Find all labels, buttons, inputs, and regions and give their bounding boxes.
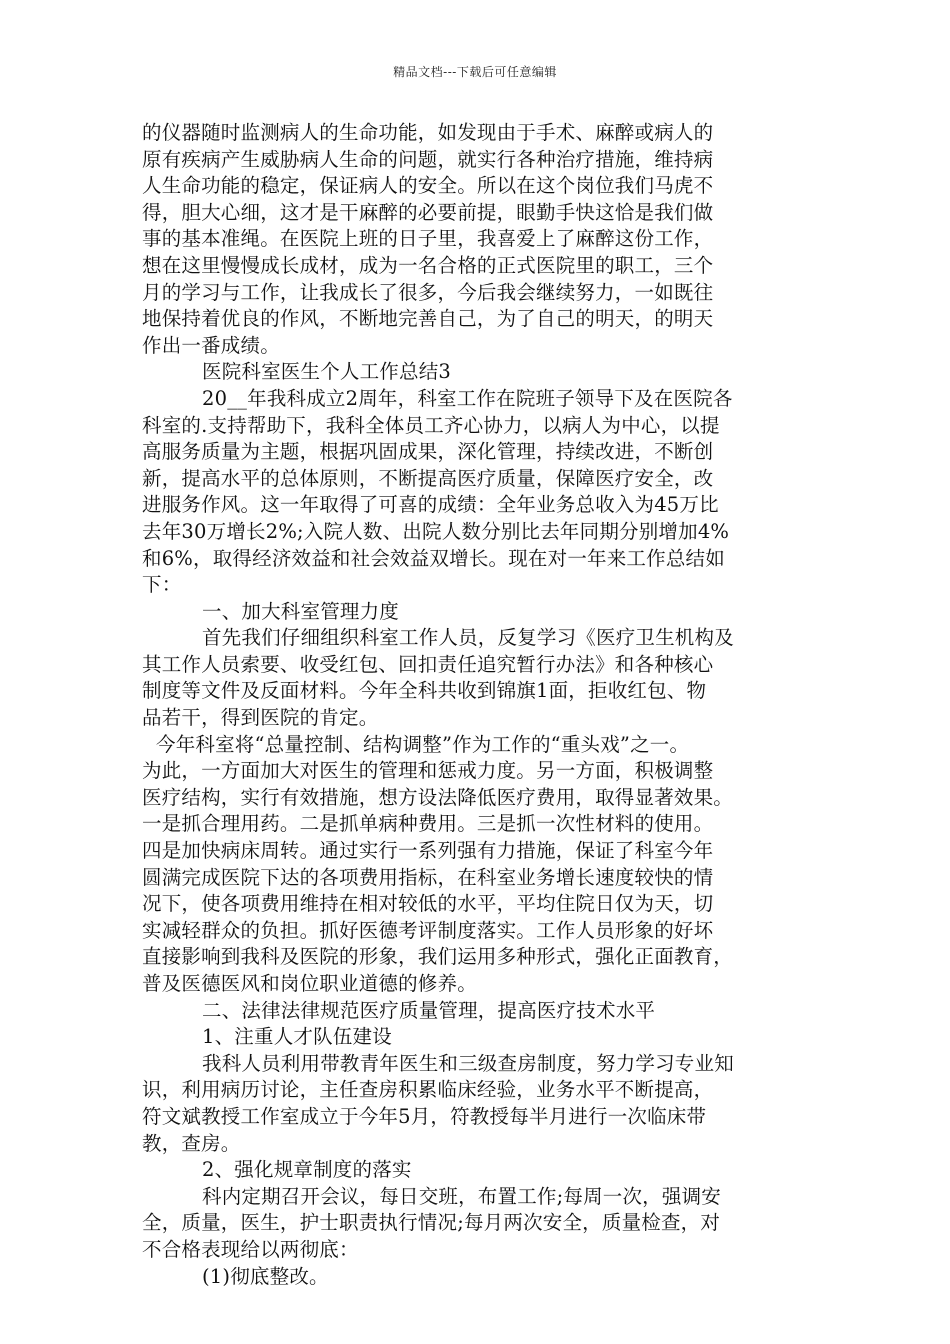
text-line: 科内定期召开会议，每日交班，布置工作;每周一次，强调安: [202, 1184, 721, 1208]
text-line: 首先我们仔细组织科室工作人员，反复学习《医疗卫生机构及: [202, 626, 734, 650]
text-line: 科室的.支持帮助下，我科全体员工齐心协力，以病人为中心，以提: [142, 413, 720, 437]
text-line: 一是抓合理用药。二是抓单病种费用。三是抓一次性材料的使用。: [142, 812, 714, 836]
document-body: [142, 120, 828, 1290]
text-line: 的仪器随时监测病人的生命功能，如发现由于手术、麻醉或病人的: [142, 121, 714, 144]
text-line: 作出一番成绩。: [142, 333, 280, 357]
text-line: 人生命功能的稳定，保证病人的安全。所以在这个岗位我们马虎不: [142, 174, 714, 198]
text-line: 去年30万增长2%;入院人数、出院人数分别比去年同期分别增加4%: [142, 519, 730, 543]
text-line: 高服务质量为主题，根据巩固成果，深化管理，持续改进，不断创: [142, 440, 714, 464]
text-line: 地保持着优良的作风，不断地完善自己，为了自己的明天，的明天: [142, 307, 714, 331]
text-line: 下：: [142, 573, 182, 597]
text-line: 医院科室医生个人工作总结3: [202, 360, 452, 384]
text-line: 普及医德医风和岗位职业道德的修养。: [142, 972, 477, 995]
text-line: 和6%，取得经济效益和社会效益双增长。现在对一年来工作总结如: [142, 546, 725, 570]
text-line: 其工作人员索要、收受红包、回扣责任追究暂行办法》和各种核心: [142, 652, 714, 676]
text-line: 二、法律法律规范医疗质量管理，提高医疗技术水平: [202, 998, 656, 1022]
text-line: 1、注重人才队伍建设: [202, 1025, 392, 1049]
page-header: 精品文档---下载后可任意编辑: [393, 65, 557, 79]
text-line: 况下，使各项费用维持在相对较低的水平，平均住院日仅为天，切: [142, 892, 714, 916]
text-line: 实减轻群众的负担。抓好医德考评制度落实。工作人员形象的好坏: [142, 918, 714, 942]
text-line: 得，胆大心细，这才是干麻醉的必要前提，眼勤手快这恰是我们做: [142, 200, 714, 224]
text-line: 今年科室将“总量控制、结构调整”作为工作的“重头戏”之一。: [156, 732, 690, 756]
text-line: 制度等文件及反面材料。今年全科共收到锦旗1面，拒收红包、物: [142, 679, 707, 703]
text-line: 品若干，得到医院的肯定。: [142, 706, 379, 730]
text-line: 新，提高水平的总体原则，不断提高医疗质量，保障医疗安全，改: [142, 466, 714, 490]
text-line: 全，质量，医生，护士职责执行情况;每月两次安全，质量检查，对: [142, 1211, 721, 1235]
text-line: 符文斌教授工作室成立于今年5月，符教授每半月进行一次临床带: [142, 1104, 707, 1128]
text-line: 想在这里慢慢成长成材，成为一名合格的正式医院里的职工，三个: [142, 253, 714, 277]
text-line: 教，查房。: [142, 1131, 241, 1155]
text-line: 识，利用病历讨论，主任查房积累临床经验，业务水平不断提高，: [142, 1078, 714, 1102]
text-line: 2、强化规章制度的落实: [202, 1158, 412, 1182]
text-line: (1)彻底整改。: [202, 1264, 329, 1288]
text-line: 医疗结构，实行有效措施，想方设法降低医疗费用，取得显著效果。: [142, 785, 734, 809]
text-line: 原有疾病产生威胁病人生命的问题，就实行各种治疗措施，维持病: [142, 147, 714, 171]
text-line: 四是加快病床周转。通过实行一系列强有力措施，保证了科室今年: [142, 839, 714, 863]
text-line: 不合格表现给以两彻底：: [142, 1237, 359, 1261]
text-line: 月的学习与工作，让我成长了很多，今后我会继续努力，一如既往: [142, 280, 714, 304]
text-line: 圆满完成医院下达的各项费用指标，在科室业务增长速度较快的情: [142, 865, 714, 889]
text-line: 一、加大科室管理力度: [202, 599, 400, 623]
text-line: 进服务作风。这一年取得了可喜的成绩：全年业务总收入为45万比: [142, 493, 719, 517]
text-line: 我科人员利用带教青年医生和三级查房制度，努力学习专业知: [202, 1051, 734, 1075]
text-line: 20__年我科成立2周年，科室工作在院班子领导下及在医院各: [202, 386, 733, 410]
text-line: 事的基本准绳。在医院上班的日子里，我喜爱上了麻醉这份工作，: [142, 227, 714, 251]
text-line: 为此，一方面加大对医生的管理和惩戒力度。另一方面，积极调整: [142, 759, 714, 783]
text-line: 直接影响到我科及医院的形象，我们运用多种形式，强化正面教育，: [142, 945, 734, 969]
